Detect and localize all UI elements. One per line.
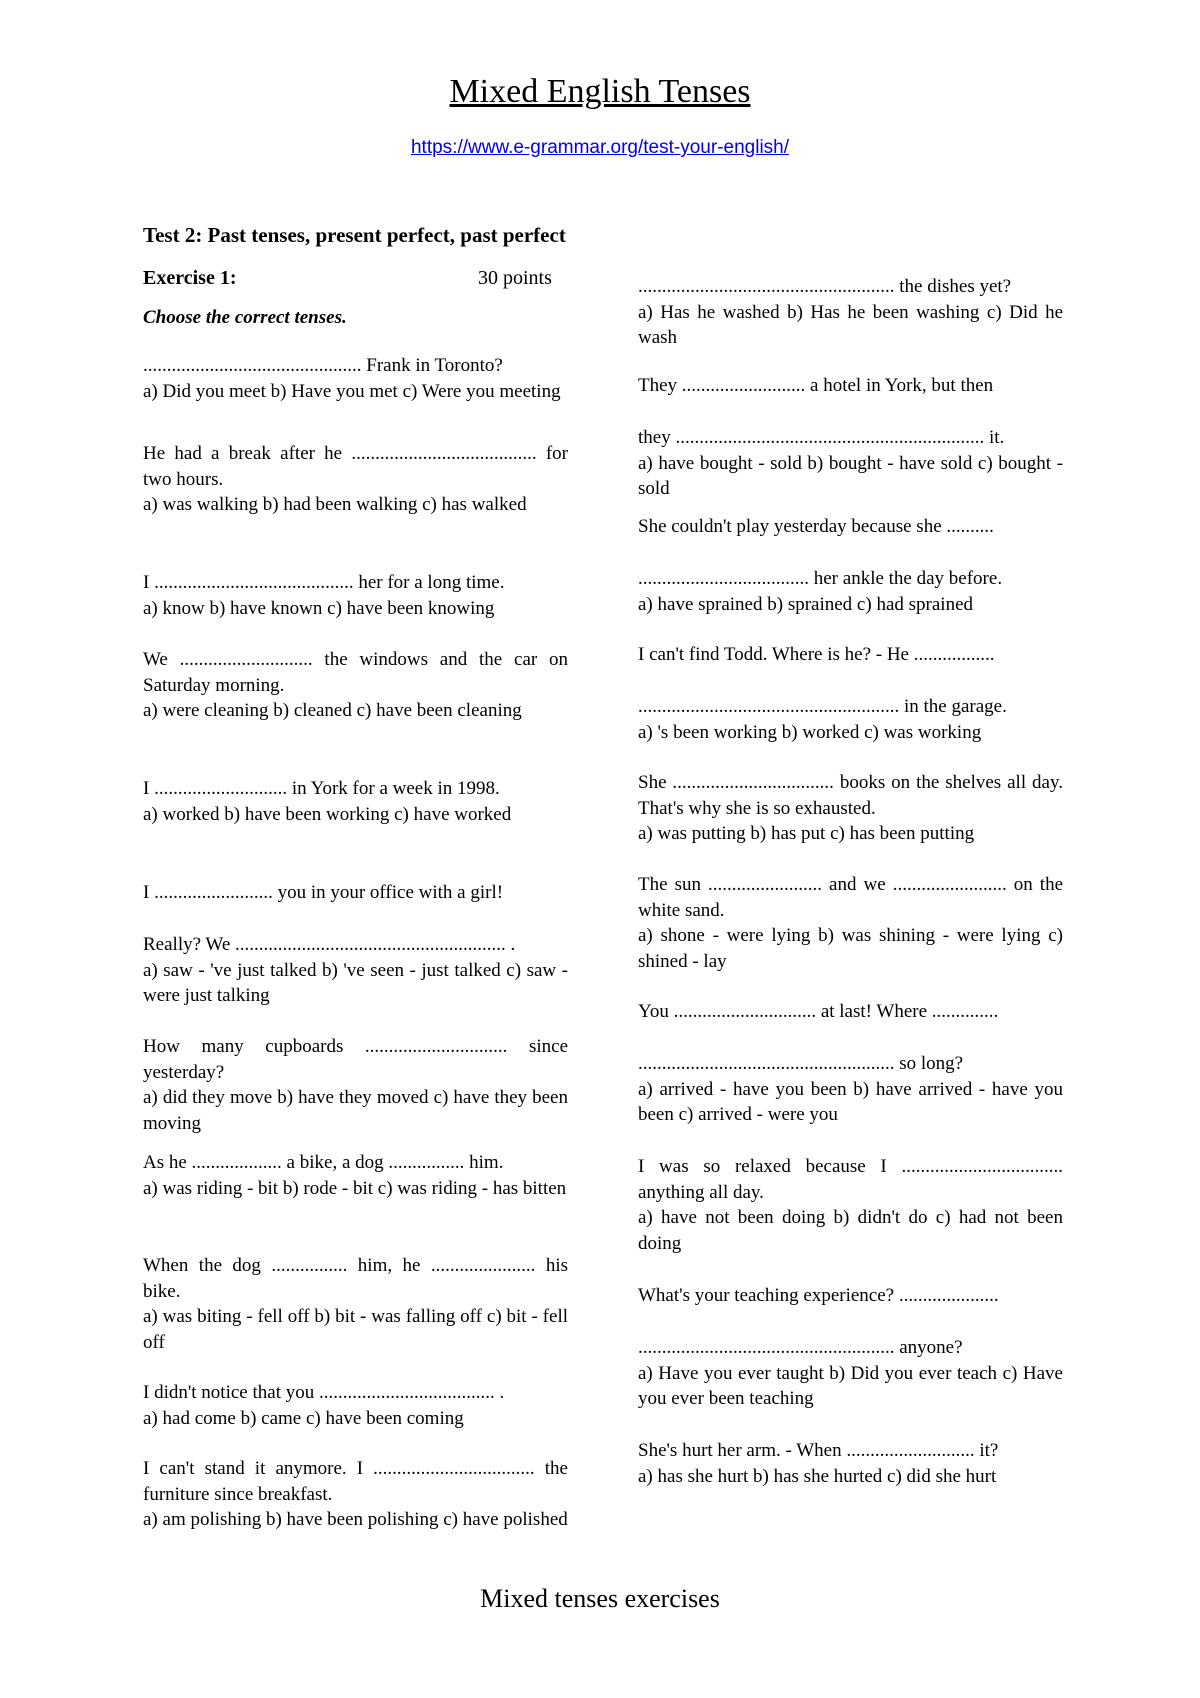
exercise-label: Exercise 1:	[143, 267, 237, 289]
question-block	[638, 1438, 1063, 1489]
question-stem: When the dog ................ him, he ...................... his bike.	[143, 1255, 568, 1302]
question-options: a) were cleaning b) cleaned c) have been cleaning	[143, 700, 522, 721]
question-block	[143, 353, 568, 404]
question-options: a) shone - were lying b) was shining - were lying c) shined - lay	[638, 925, 1063, 972]
test-heading: Test 2: Past tenses, present perfect, past perfect	[143, 223, 566, 247]
question-options: a) Did you meet b) Have you met c) Were you meeting	[143, 380, 561, 402]
question-block	[143, 1380, 568, 1431]
question-block	[143, 880, 568, 906]
question-stem: ...................................................... so long?	[638, 1053, 964, 1074]
question-options: a) have bought - sold b) bought - have sold c) bought - sold	[638, 452, 1063, 499]
question-block	[638, 1154, 1063, 1256]
source-link[interactable]: https://www.e-grammar.org/test-your-english/	[410, 137, 790, 158]
question-options: a) arrived - have you been b) have arrived - have you been c) arrived - were you	[638, 1078, 1063, 1125]
question-block	[143, 441, 568, 518]
question-options: a) Has he washed b) Has he been washing c) Did he wash	[638, 301, 1063, 348]
page-footer: Mixed tenses exercises	[480, 1584, 720, 1613]
page-title: Mixed English Tenses	[449, 73, 751, 110]
question-stem: ...................................................... anyone?	[638, 1337, 963, 1358]
question-options: a) 's been working b) worked c) was working	[638, 721, 982, 743]
question-options: a) was riding - bit b) rode - bit c) was riding - has bitten	[143, 1177, 567, 1199]
question-stem: I can't stand it anymore. I .................................. the furniture since breakfast.	[143, 1458, 568, 1505]
question-block	[638, 425, 1063, 502]
question-options: a) Have you ever taught b) Did you ever teach c) Have you ever been teaching	[638, 1362, 1063, 1409]
exercise-points: 30 points	[478, 267, 552, 289]
question-stem: ...................................................... the dishes yet?	[638, 276, 1012, 297]
exercise-instruction: Choose the correct tenses.	[143, 307, 347, 328]
question-stem: I was so relaxed because I .................................. anything all day.	[638, 1156, 1063, 1203]
question-block	[638, 999, 1063, 1025]
question-stem: I didn't notice that you ..................................... .	[143, 1382, 505, 1403]
question-block	[638, 872, 1063, 974]
question-block	[143, 1456, 568, 1533]
question-stem: He had a break after he ....................................... for two hours.	[143, 443, 568, 490]
question-stem: .............................................. Frank in Toronto?	[143, 355, 503, 376]
question-options: a) worked b) have been working c) have worked	[143, 803, 512, 825]
exercise-heading	[143, 265, 568, 291]
question-block	[143, 570, 568, 621]
question-options: a) was putting b) has put c) has been putting	[638, 823, 975, 844]
question-stem: Really? We ......................................................... .	[143, 934, 516, 955]
question-stem: How many cupboards .............................. since yesterday?	[143, 1036, 568, 1083]
question-block	[143, 647, 568, 724]
question-block	[143, 1253, 568, 1355]
question-block	[638, 274, 1063, 351]
question-stem: I ............................ in York for a week in 1998.	[143, 778, 500, 799]
question-options: a) has she hurt b) has she hurted c) did she hurt	[638, 1465, 997, 1487]
question-block	[143, 776, 568, 827]
question-block	[143, 1034, 568, 1136]
question-stem: .................................... her ankle the day before.	[638, 568, 1003, 589]
question-block	[638, 1051, 1063, 1128]
question-block	[638, 566, 1063, 617]
question-block	[638, 1283, 1063, 1309]
question-stem: She couldn't play yesterday because she ..........	[638, 516, 994, 537]
question-stem: What's your teaching experience? .....................	[638, 1285, 999, 1306]
question-options: a) know b) have known c) have been knowing	[143, 597, 495, 619]
question-stem: She .................................. books on the shelves all day. That's why she is so exhausted.	[638, 772, 1063, 819]
question-options: a) was walking b) had been walking c) has walked	[143, 494, 527, 515]
question-stem: You .............................. at last! Where ..............	[638, 1001, 999, 1022]
question-options: a) have sprained b) sprained c) had sprained	[638, 593, 973, 615]
question-stem: I ......................... you in your office with a girl!	[143, 882, 504, 903]
question-stem: She's hurt her arm. - When ........................... it?	[638, 1440, 999, 1461]
question-block	[638, 514, 1063, 540]
question-stem: ....................................................... in the garage.	[638, 696, 1007, 717]
question-stem: As he ................... a bike, a dog ................ him.	[143, 1152, 504, 1173]
question-options: a) have not been doing b) didn't do c) had not been doing	[638, 1207, 1063, 1254]
question-block	[638, 1335, 1063, 1412]
question-block	[638, 694, 1063, 745]
question-block	[638, 373, 1063, 399]
question-options: a) did they move b) have they moved c) have they been moving	[143, 1087, 568, 1134]
question-options: a) saw - 've just talked b) 've seen - just talked c) saw - were just talking	[143, 959, 568, 1006]
question-stem: I can't find Todd. Where is he? - He .................	[638, 644, 995, 665]
question-block	[638, 770, 1063, 847]
question-options: a) had come b) came c) have been coming	[143, 1407, 464, 1429]
question-block	[638, 642, 1063, 668]
question-options: a) was biting - fell off b) bit - was falling off c) bit - fell off	[143, 1306, 568, 1353]
question-stem: I .......................................... her for a long time.	[143, 572, 505, 593]
question-options: a) am polishing b) have been polishing c) have polished	[143, 1509, 568, 1530]
question-block	[143, 1150, 568, 1201]
question-block	[143, 932, 568, 1009]
question-stem: they ................................................................. it.	[638, 427, 1005, 448]
question-stem: We ............................ the windows and the car on Saturday morning.	[143, 649, 568, 696]
question-stem: They .......................... a hotel in York, but then	[638, 375, 994, 396]
question-stem: The sun ........................ and we ........................ on the white sand.	[638, 874, 1063, 921]
